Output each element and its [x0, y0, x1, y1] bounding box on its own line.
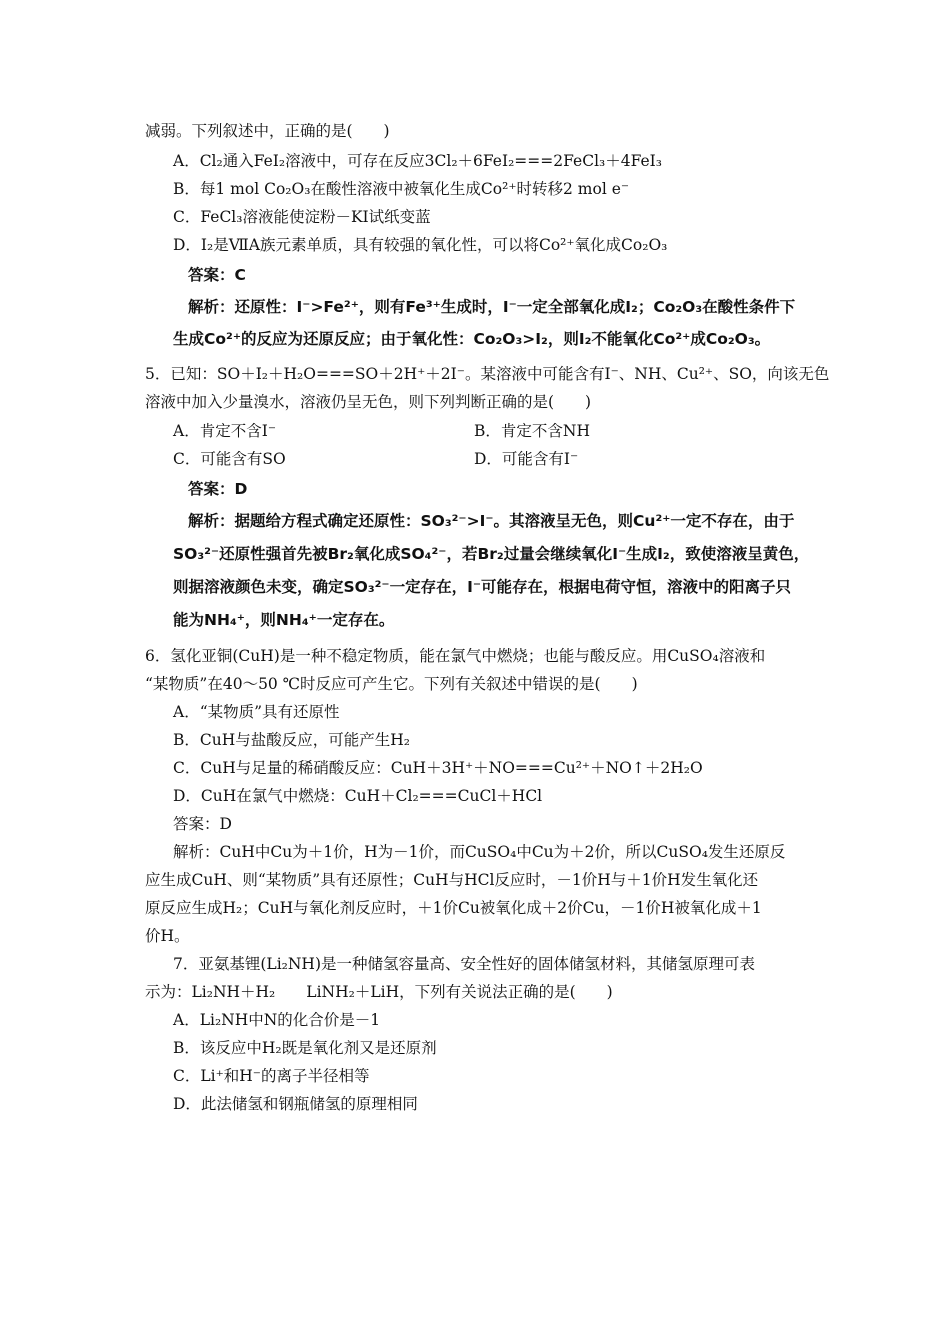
- q6-explanation-line3: 原反应生成H₂；CuH与氧化剂反应时，＋1价Cu被氧化成＋2价Cu，－1价H被氧化成＋1: [145, 899, 762, 917]
- q5-stem-line1: 5．已知：SO＋I₂＋H₂O===SO＋2H⁺＋2I⁻。某溶液中可能含有I⁻、NH、Cu²⁺、SO，向该无色: [145, 365, 830, 383]
- q5-option-c: C．可能含有SO: [173, 450, 286, 468]
- q6-explanation-line1: 解析：CuH中Cu为＋1价，H为－1价，而CuSO₄中Cu为＋2价，所以CuSO₄发生还原反: [173, 843, 786, 861]
- q7-option-a: A．Li₂NH中N的化合价是－1: [173, 1011, 381, 1029]
- q4-explanation-line1: 解析：还原性：I⁻>Fe²⁺，则有Fe³⁺生成时，I⁻一定全部氧化成I₂；Co₂O₃在酸性条件下: [188, 298, 796, 316]
- q6-stem-line1: 6．氢化亚铜(CuH)是一种不稳定物质，能在氯气中燃烧；也能与酸反应。用CuSO₄溶液和: [145, 647, 766, 665]
- q5-option-d: D．可能含有I⁻: [474, 450, 579, 468]
- q6-explanation-line4: 价H。: [145, 927, 190, 945]
- q4-stem-tail: 减弱。下列叙述中，正确的是( ): [145, 122, 390, 140]
- q7-option-b: B．该反应中H₂既是氧化剂又是还原剂: [173, 1039, 437, 1057]
- q4-option-b: B．每1 mol Co₂O₃在酸性溶液中被氧化生成Co²⁺时转移2 mol e⁻: [173, 180, 630, 198]
- q6-answer: 答案：D: [173, 815, 232, 833]
- q5-stem-line2: 溶液中加入少量溴水，溶液仍呈无色，则下列判断正确的是( ): [145, 393, 592, 411]
- q6-explanation-line2: 应生成CuH、则“某物质”具有还原性；CuH与HCl反应时，－1价H与＋1价H发生氧化还: [145, 871, 759, 889]
- q4-answer: 答案：C: [188, 266, 246, 284]
- q4-option-d: D．I₂是ⅦA族元素单质，具有较强的氧化性，可以将Co²⁺氧化成Co₂O₃: [173, 236, 668, 254]
- q5-option-a: A．肯定不含I⁻: [173, 422, 276, 440]
- q4-option-a: A．Cl₂通入FeI₂溶液中，可存在反应3Cl₂＋6FeI₂===2FeCl₃＋4FeI₃: [173, 152, 663, 170]
- q6-option-c: C．CuH与足量的稀硝酸反应：CuH＋3H⁺＋NO===Cu²⁺＋NO↑＋2H₂O: [173, 759, 703, 777]
- q5-explanation-line1: 解析：据题给方程式确定还原性：SO₃²⁻>I⁻。其溶液呈无色，则Cu²⁺一定不存在，由于: [188, 512, 795, 530]
- q4-explanation-line2: 生成Co²⁺的反应为还原反应；由于氧化性：Co₂O₃>I₂，则I₂不能氧化Co²⁺成Co₂O₃。: [173, 330, 771, 348]
- q6-stem-line2: “某物质”在40～50 ℃时反应可产生它。下列有关叙述中错误的是( ): [145, 675, 638, 693]
- q5-explanation-line2: SO₃²⁻还原性强首先被Br₂氧化成SO₄²⁻，若Br₂过量会继续氧化I⁻生成I₂，致使溶液呈黄色，: [173, 545, 810, 563]
- q5-explanation-line3: 则据溶液颜色未变，确定SO₃²⁻一定存在，I⁻可能存在，根据电荷守恒，溶液中的阳离子只: [173, 578, 792, 596]
- q7-option-d: D．此法储氢和钢瓶储氢的原理相同: [173, 1095, 418, 1113]
- q6-option-b: B．CuH与盐酸反应，可能产生H₂: [173, 731, 410, 749]
- q7-option-c: C．Li⁺和H⁻的离子半径相等: [173, 1067, 370, 1085]
- q7-stem-line2: 示为：Li₂NH＋H₂ LiNH₂＋LiH，下列有关说法正确的是( ): [145, 983, 613, 1001]
- q4-option-c: C．FeCl₃溶液能使淀粉－KI试纸变蓝: [173, 208, 431, 226]
- q7-stem-line1: 7．亚氨基锂(Li₂NH)是一种储氢容量高、安全性好的固体储氢材料，其储氢原理可表: [173, 955, 756, 973]
- q6-option-a: A．“某物质”具有还原性: [173, 703, 340, 721]
- q5-answer: 答案：D: [188, 480, 248, 498]
- q6-option-d: D．CuH在氯气中燃烧：CuH＋Cl₂===CuCl＋HCl: [173, 787, 543, 805]
- q5-explanation-line4: 能为NH₄⁺，则NH₄⁺一定存在。: [173, 611, 395, 629]
- q5-option-b: B．肯定不含NH: [474, 422, 590, 440]
